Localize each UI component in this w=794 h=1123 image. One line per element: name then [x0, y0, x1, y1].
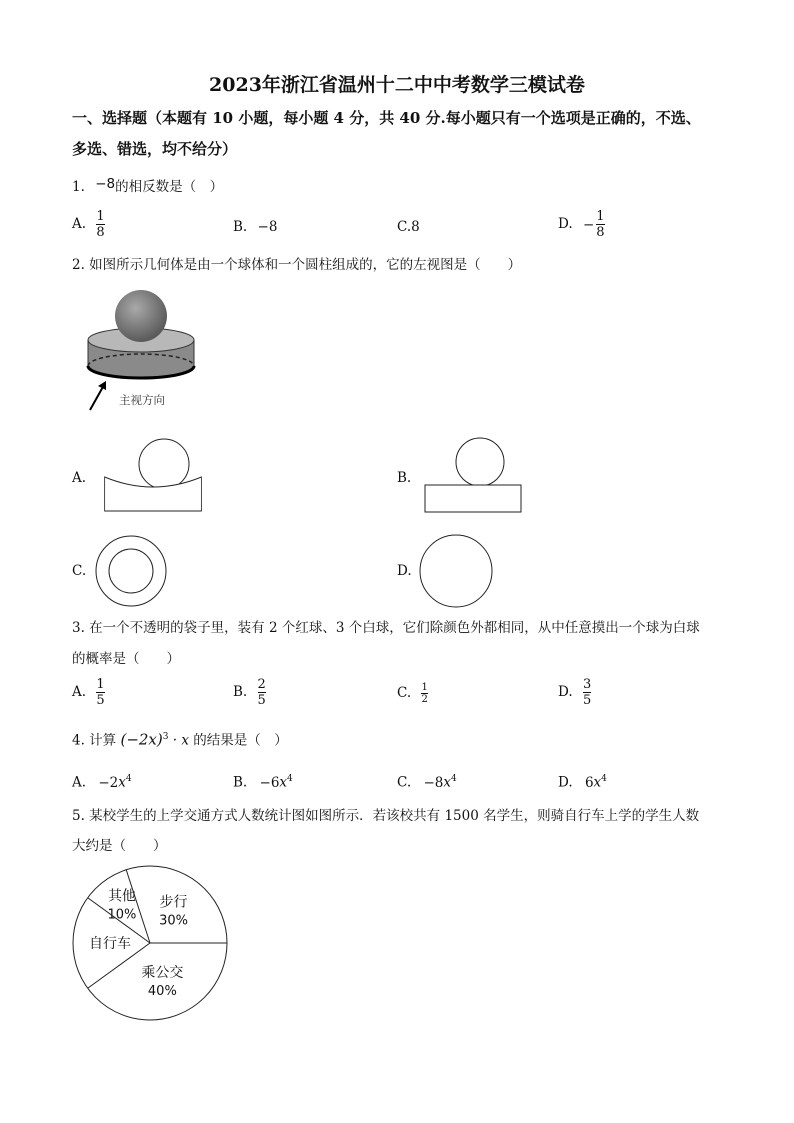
pie-slice-label: 30%: [159, 913, 188, 929]
pie-slice-name: 其他: [107, 888, 136, 905]
option-coefficient: −2: [98, 774, 119, 791]
option-label: B.: [233, 219, 248, 235]
option-exponent: 4: [125, 774, 132, 784]
q4-option-a[interactable]: [72, 770, 132, 792]
numerator: 1: [96, 677, 105, 692]
denominator: 8: [596, 225, 605, 240]
option-label: A.: [72, 684, 87, 700]
sphere-shape: [115, 290, 167, 342]
q2-option-c-label[interactable]: C.: [72, 563, 87, 579]
numerator: 2: [257, 677, 266, 692]
option-label: A.: [72, 216, 87, 232]
option-label: B.: [233, 684, 248, 700]
fraction: [258, 677, 266, 708]
section-heading-line1: 一、选择题（本题有 10 小题，每小题 4 分，共 40 分.每小题只有一个选项是正确的，不选、: [72, 109, 701, 127]
numerator: 1: [596, 209, 605, 224]
denominator: 5: [257, 693, 266, 708]
question-number: 1.: [72, 179, 85, 195]
q1-option-a[interactable]: [72, 209, 105, 240]
denominator: 5: [96, 693, 105, 708]
option-label: C.: [397, 774, 412, 791]
question-4: [72, 728, 288, 750]
question-5-line1: 5. 某校学生的上学交通方式人数统计图如图所示．若该校共有 1500 名学生，则骑自行车上学的学生人数: [72, 808, 700, 824]
option-b-figure: [423, 436, 523, 514]
fraction: [96, 677, 104, 708]
denominator: 8: [96, 225, 105, 240]
denominator: 2: [421, 694, 428, 705]
question-prefix: 4. 计算: [72, 732, 117, 749]
question-2: 2. 如图所示几何体是由一个球体和一个圆柱组成的，它的左视图是（ ）: [72, 257, 522, 273]
option-exponent: 4: [287, 774, 293, 784]
fraction: [96, 209, 104, 240]
question-3-line1: 3. 在一个不透明的袋子里，装有 2 个红球、3 个白球，它们除颜色外都相同，从中任意摸出一个球为白球: [72, 620, 700, 636]
numerator: 1: [421, 682, 428, 693]
option-value: −8: [257, 219, 278, 235]
q1-option-b[interactable]: [233, 218, 277, 236]
option-variable: x: [593, 774, 602, 791]
pie-slice-name: 乘公交: [141, 965, 184, 982]
option-label: D.: [558, 216, 573, 232]
page-title: 2023年浙江省温州十二中中考数学三模试卷: [209, 74, 585, 96]
option-label: D.: [558, 684, 573, 700]
question-suffix: 的结果是（ ）: [193, 732, 288, 749]
expression-base: (−2x): [120, 730, 163, 749]
option-variable: x: [443, 774, 451, 791]
option-value: 8: [411, 219, 420, 235]
figure-caption: 主视方向: [119, 393, 165, 407]
q3-option-a[interactable]: [72, 677, 105, 708]
q3-option-d[interactable]: [558, 677, 591, 708]
question-5-line2: 大约是（ ）: [72, 838, 167, 854]
pie-slice-label: 10%: [107, 907, 137, 923]
question-expression: −8: [95, 176, 116, 192]
option-label: C.: [397, 219, 412, 235]
numerator: 3: [582, 677, 592, 692]
fraction: [583, 677, 591, 708]
denominator: 5: [582, 693, 592, 708]
q1-option-d[interactable]: [558, 209, 605, 240]
pie-chart: [68, 864, 238, 1024]
option-exponent: 4: [450, 774, 457, 784]
option-d-figure: [418, 533, 494, 609]
option-label: B.: [233, 774, 248, 791]
pie-slice-name: 步行: [159, 894, 188, 911]
expression-tail: · x: [172, 732, 189, 749]
numerator: 1: [96, 209, 105, 224]
q2-option-a-label[interactable]: A.: [72, 470, 87, 486]
question-text: 的相反数是（ ）: [115, 179, 224, 195]
fraction: [421, 682, 427, 705]
minus-sign: −: [582, 216, 595, 233]
option-coefficient: −6: [259, 774, 280, 791]
expression-exponent: 3: [162, 732, 169, 742]
q2-option-d-label[interactable]: D.: [397, 563, 412, 579]
pie-slice-name: 自行车: [88, 936, 131, 952]
option-variable: x: [118, 774, 126, 791]
option-label: A.: [72, 774, 87, 791]
q3-option-c[interactable]: [397, 682, 428, 705]
q3-option-b[interactable]: [233, 677, 266, 708]
option-coefficient: −8: [423, 774, 444, 791]
option-label: D.: [558, 774, 573, 791]
pie-slice-label: 40%: [147, 984, 177, 1000]
option-a-figure: [103, 436, 203, 514]
q1-option-c[interactable]: [397, 218, 420, 236]
question-1: [72, 178, 223, 196]
q2-option-b-label[interactable]: B.: [397, 470, 412, 486]
section-heading-line2: 多选、错选，均不给分）: [72, 140, 238, 158]
option-label: C.: [397, 685, 412, 701]
question-3-line2: 的概率是（ ）: [72, 651, 180, 667]
fraction: [596, 209, 604, 240]
q4-option-c[interactable]: [397, 770, 457, 792]
option-c-figure: [94, 534, 168, 608]
q4-option-d[interactable]: [558, 770, 607, 792]
option-variable: x: [279, 774, 288, 791]
option-exponent: 4: [601, 774, 607, 784]
q4-option-b[interactable]: [233, 770, 293, 792]
arrow-icon: [90, 385, 104, 410]
option-coefficient: 6: [584, 774, 594, 791]
